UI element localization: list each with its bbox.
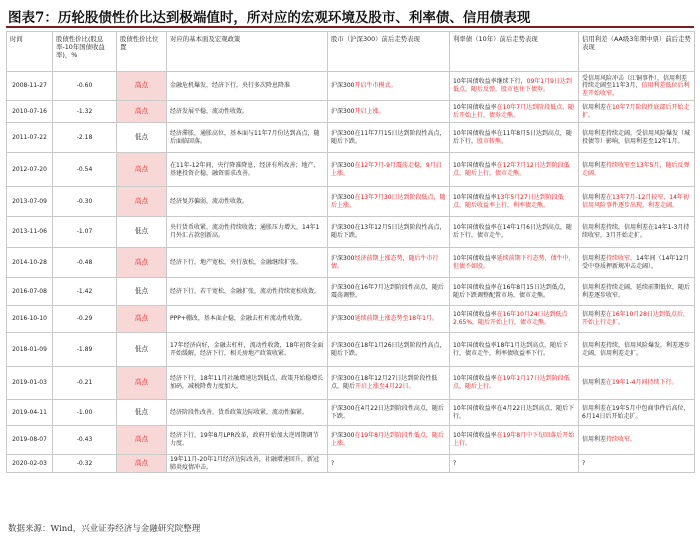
row-credit <box>579 306 695 333</box>
credit-text: 在10年7月阶段性底部后开始走扩。 <box>582 103 690 119</box>
macro-text: PPP+棚改，基本面企稳，金融去杠杆流动性收敛。 <box>170 315 306 323</box>
row-stock <box>328 455 450 473</box>
row-rate <box>450 123 579 153</box>
row-credit <box>579 153 695 187</box>
stock-text: 沪深300 <box>331 254 355 262</box>
rate-text: 10年国债收益率 <box>453 311 497 319</box>
row-date: 2019-08-07 <box>7 426 53 455</box>
credit-text: 受信用风险冲击（江铜事件），信用利差持续走阔至11年3月， <box>582 74 688 90</box>
header-stock: 股市（沪深300）前后走势表现 <box>328 32 450 72</box>
row-date: 2014-10-28 <box>7 248 53 278</box>
row-credit <box>579 101 695 123</box>
row-rate <box>450 217 579 248</box>
row-credit <box>579 333 695 367</box>
row-stock <box>328 400 450 426</box>
row-rate <box>450 248 579 278</box>
row-value: -1.00 <box>53 400 117 426</box>
credit-text: ? <box>582 459 586 467</box>
rate-text: 09年1月9日达到低点，随后反弹，股市也往下债券。 <box>453 78 572 93</box>
row-credit <box>579 455 695 473</box>
row-macro <box>167 123 328 153</box>
macro-text: 19年11月-20年1月经济边际改善，社融增速回升，新冠肺炎疫情冲击。 <box>170 456 319 471</box>
stock-text: 沪深300在18年12月27日达到阶段性低点，随后 <box>331 375 438 390</box>
rate-text: 在19年1月17日达到阶段低点，随后上行。 <box>453 375 570 390</box>
rate-text: 10年国债收益率 <box>453 161 497 169</box>
credit-text: 信用利差 <box>582 103 607 111</box>
stock-text: 在19年8月达到阶段性低点，随后上涨。 <box>331 432 444 447</box>
row-credit <box>579 426 695 455</box>
stock-text: 在13年7月30日达到阶段低点，随后上涨。 <box>331 193 446 209</box>
row-level: 高点 <box>117 455 167 473</box>
row-level: 高点 <box>117 426 167 455</box>
credit-text: 信用利差 <box>582 379 607 387</box>
row-rate <box>450 367 579 400</box>
table-row <box>7 400 695 426</box>
row-value: -0.60 <box>53 72 117 101</box>
row-stock <box>328 72 450 101</box>
stock-text: 沪深300 <box>331 82 355 90</box>
stock-text: 开启上涨至4月22日。 <box>355 383 415 390</box>
row-level: 高点 <box>117 367 167 400</box>
stock-text: ? <box>331 459 335 467</box>
row-level: 低点 <box>117 400 167 426</box>
row-stock <box>328 278 450 306</box>
table-row <box>7 367 695 400</box>
table-row <box>7 455 695 473</box>
row-macro <box>167 426 328 455</box>
rate-text: 10年国债收益率在4月22日达到高点，随后下行。 <box>453 404 575 420</box>
row-rate <box>450 333 579 367</box>
credit-text: 信用利差 <box>582 254 607 262</box>
credit-text: 信用利差持续走阔，受信用风险爆发（城投债等）影响，信用利差至12年1月。 <box>582 129 691 145</box>
row-macro <box>167 367 328 400</box>
table-row <box>7 426 695 455</box>
stock-text: 开启上涨。 <box>354 107 385 115</box>
stock-text: 沪深300在4月22日达到阶段性高点，随后下跌。 <box>331 404 444 420</box>
credit-text: 持续收窄至13年5月，随后反弹走阔。 <box>582 161 690 177</box>
table-row <box>7 278 695 306</box>
row-rate <box>450 101 579 123</box>
rate-text: 10年国债收益率在14年1月6日达到高点，随后下行，债市走牛。 <box>453 224 572 239</box>
stock-text: 沪深300 <box>331 161 355 169</box>
stock-text: 沪深300在11年7月15日达到阶段性高点，随后下跌。 <box>331 129 446 145</box>
macro-text: 经济滞胀，通胀高位，基本面与11年7月份达到高点，随后面临回落。 <box>170 129 320 145</box>
header-credit: 信用利差（AA级3年期中票）前后走势表现 <box>579 32 695 72</box>
row-value: -0.43 <box>53 426 117 455</box>
table-body <box>7 72 695 473</box>
rate-text: 10年国债收益率18年1月达到高点，随后下行，债市走牛，利率债收益率下行。 <box>453 341 569 357</box>
row-value: -1.42 <box>53 278 117 306</box>
row-macro <box>167 278 328 306</box>
row-value: -1.89 <box>53 333 117 367</box>
table-row <box>7 248 695 278</box>
macro-text: 在11年-12年间，央行降准降息，经济有所改善；地产、基建投资企稳，融资需求改善。 <box>170 161 320 177</box>
row-value: -2.18 <box>53 123 117 153</box>
row-credit <box>579 72 695 101</box>
table-row <box>7 153 695 187</box>
row-stock <box>328 187 450 217</box>
row-level: 低点 <box>117 278 167 306</box>
rate-text: ? <box>453 459 457 467</box>
row-rate <box>450 306 579 333</box>
macro-text: 经济复苏偏弱，流动性收敛。 <box>170 197 249 205</box>
row-credit <box>579 248 695 278</box>
credit-text: 信用利差持续，信用利差在14年1-3月持续收窄，3月开始走扩。 <box>582 224 690 239</box>
rate-text: 10年国债收益率在16年8月15日达到低点，随后下跌调整配置市场，债市走熊。 <box>453 283 570 299</box>
row-macro <box>167 101 328 123</box>
rate-text: 在16年10月24日达到低点2.65%，随后开始上行，债市走熊。 <box>453 311 568 326</box>
macro-text: 经济下行，地产宽松，央行放松，金融继续扩张。 <box>170 258 303 266</box>
credit-text: 在16年10月28日达到低点后，开始上行走扩。 <box>582 311 689 326</box>
row-macro <box>167 333 328 367</box>
row-value: -1.32 <box>53 101 117 123</box>
table-row <box>7 306 695 333</box>
credit-text: 信用利差持续走阔，延续前期低位，随后利差逐步收窄。 <box>582 283 691 299</box>
stock-text: 经济前期上涨态势，随后牛市行情。 <box>331 254 439 270</box>
stock-text: 沪深300在13年12月5日达到阶段性高点，随后下跌。 <box>331 224 446 239</box>
chart-title: 图表7：历轮股债性价比达到极端值时，所对应的宏观环境及股市、利率债、信用债表现 <box>8 10 531 26</box>
row-date: 2010-07-16 <box>7 101 53 123</box>
row-date: 2020-02-03 <box>7 455 53 473</box>
credit-text: 信用利差在19年5月中包商事件后高位，6月14日后开始走扩。 <box>582 404 690 420</box>
row-value: -1.07 <box>53 217 117 248</box>
stock-text: 在12年7月-9月震荡走稳，9月启上涨。 <box>331 161 442 177</box>
row-rate <box>450 400 579 426</box>
rate-text: 10年国债收益率继续下行， <box>453 78 527 86</box>
credit-text: 14年间（14年12月受中登质押新规冲击走阔）。 <box>582 254 689 270</box>
rate-text: 10年国债收益率 <box>453 193 497 201</box>
row-value: -0.48 <box>53 248 117 278</box>
rate-text: 延续前期下行态势，债牛中，但债不如股。 <box>453 254 575 270</box>
row-stock <box>328 217 450 248</box>
row-date: 2018-01-09 <box>7 333 53 367</box>
row-stock <box>328 101 450 123</box>
row-credit <box>579 187 695 217</box>
row-macro <box>167 455 328 473</box>
credit-text: 信用利差 <box>582 311 607 319</box>
row-macro <box>167 72 328 101</box>
macro-text: 经济下行，18年11月社融增速达到低点，政策开始稳增长加码，减税降费力度加大。 <box>170 375 324 390</box>
row-rate <box>450 72 579 101</box>
data-source: 数据来源：Wind，兴业证券经济与金融研究院整理 <box>8 524 201 534</box>
row-level: 低点 <box>117 123 167 153</box>
row-date: 2012-07-20 <box>7 153 53 187</box>
macro-table <box>6 31 695 473</box>
row-date: 2013-07-09 <box>7 187 53 217</box>
rate-text: 10年国债收益率在11年8月5日达到高点，随后下行， <box>453 129 572 145</box>
credit-text: 信用利差低位后利差开始收窄。 <box>582 82 690 97</box>
row-level: 低点 <box>117 333 167 367</box>
credit-text: 信用利差持续，信用风险爆发，利差逐步走阔，信用利差走扩。 <box>582 341 691 357</box>
stock-text: 沪深300在18年1月26日达到阶段性高点，随后下跌。 <box>331 341 446 357</box>
row-credit <box>579 278 695 306</box>
row-date: 2016-07-08 <box>7 278 53 306</box>
rate-text: 在10年7月达到阶段低点，随后开始上行，债券走熊。 <box>453 103 575 119</box>
macro-text: 经济阶段性改善，货币政策边际收紧，流动性偏紧。 <box>170 408 309 416</box>
row-value: -0.32 <box>53 455 117 473</box>
stock-text: 沪深300 <box>331 315 355 323</box>
row-credit <box>579 123 695 153</box>
credit-text: 信用利差 <box>582 193 607 201</box>
row-macro <box>167 248 328 278</box>
table-header-row <box>7 32 695 72</box>
row-credit <box>579 217 695 248</box>
row-date: 2016-10-10 <box>7 306 53 333</box>
rate-text: 在12年7月12日达到阶段低点，随后上行，债市走熊。 <box>453 161 570 177</box>
rate-text: 10年国债收益率 <box>453 375 497 383</box>
header-value: 股债性价比(股息率-10年国债收益率)，% <box>53 32 117 72</box>
table-row <box>7 333 695 367</box>
macro-text: 经济下行，若干宽松，金融扩张，流动性持续宽松收敛。 <box>170 287 321 295</box>
table-row <box>7 217 695 248</box>
stock-text: 沪深300 <box>331 107 355 115</box>
credit-text: 持续收窄， <box>606 254 637 262</box>
header-level: 股债性价比位置 <box>117 32 167 72</box>
header-macro: 对应的基本面及宏观政策 <box>167 32 328 72</box>
row-rate <box>450 153 579 187</box>
credit-text: 在19年1-4月间持续下行。 <box>606 379 678 387</box>
credit-text: 在13年7月-12月较窄，14年初信用风险事件逐步出现，利差走阔。 <box>582 193 689 209</box>
row-credit <box>579 400 695 426</box>
table-row <box>7 123 695 153</box>
row-stock <box>328 426 450 455</box>
rate-text: 10年国债收益率 <box>453 432 497 440</box>
row-stock <box>328 153 450 187</box>
row-value: -0.54 <box>53 153 117 187</box>
row-macro <box>167 400 328 426</box>
row-macro <box>167 187 328 217</box>
row-rate <box>450 278 579 306</box>
stock-text: 沪深300 <box>331 432 355 440</box>
table-row <box>7 72 695 101</box>
row-value: -0.30 <box>53 187 117 217</box>
macro-text: 金融危机爆发，经济下行，央行多次降息降准 <box>170 82 291 90</box>
row-rate <box>450 426 579 455</box>
row-level: 高点 <box>117 101 167 123</box>
row-date: 2013-11-06 <box>7 217 53 248</box>
rate-text: 10年国债收益率 <box>453 103 497 111</box>
rate-text: 在19年8月中下旬回落后开始上行。 <box>453 432 575 447</box>
row-value: -0.21 <box>53 367 117 400</box>
stock-text: 开启牛市模式。 <box>354 82 397 90</box>
row-rate <box>450 187 579 217</box>
header-rate: 利率债（10年）前后走势表现 <box>450 32 579 72</box>
row-level: 高点 <box>117 306 167 333</box>
row-level: 低点 <box>117 217 167 248</box>
macro-text: 经济下行，19年8月LPR改革，政府开始加大逆周期调节力度。 <box>170 432 319 447</box>
credit-text: 持续收窄。 <box>606 436 637 444</box>
row-date: 2011-07-22 <box>7 123 53 153</box>
stock-text: 延续前期上涨态势至18年1月。 <box>354 315 438 323</box>
credit-text: 信用利差 <box>582 436 607 444</box>
row-rate <box>450 455 579 473</box>
row-level: 高点 <box>117 248 167 278</box>
row-level: 高点 <box>117 153 167 187</box>
macro-text: 经济发展平稳，流动性收敛。 <box>170 107 249 115</box>
table-row <box>7 187 695 217</box>
row-credit <box>579 367 695 400</box>
table-row <box>7 101 695 123</box>
row-macro <box>167 153 328 187</box>
stock-text: 沪深300在16年7月达到阶段性高点，随后震荡调整。 <box>331 283 444 299</box>
row-macro <box>167 306 328 333</box>
row-stock <box>328 367 450 400</box>
header-date: 时间 <box>7 32 53 72</box>
rate-text: 股市转熊。 <box>477 137 508 145</box>
row-stock <box>328 248 450 278</box>
row-stock <box>328 306 450 333</box>
row-date: 2019-04-11 <box>7 400 53 426</box>
title-divider <box>6 26 694 28</box>
stock-text: 沪深300 <box>331 193 355 201</box>
macro-text: 17年经济向好，金融去杠杆，流动性收敛，18年初资金面开始缓解，经济下行，相关房地产政策收紧。 <box>170 341 324 357</box>
rate-text: 10年国债收益率 <box>453 254 497 262</box>
row-stock <box>328 333 450 367</box>
row-level: 高点 <box>117 187 167 217</box>
credit-text: 信用利差 <box>582 161 607 169</box>
row-value: -0.29 <box>53 306 117 333</box>
macro-text: 央行货币收紧，流动性持续收敛；通胀压力增大，14年1月外汇占款创新高。 <box>170 224 320 239</box>
row-level: 高点 <box>117 72 167 101</box>
row-date: 2008-11-27 <box>7 72 53 101</box>
rate-text: 13年5月27日达到阶段低点，随后收益率上行，利率债走熊。 <box>453 193 564 209</box>
row-date: 2019-01-03 <box>7 367 53 400</box>
row-stock <box>328 123 450 153</box>
row-macro <box>167 217 328 248</box>
